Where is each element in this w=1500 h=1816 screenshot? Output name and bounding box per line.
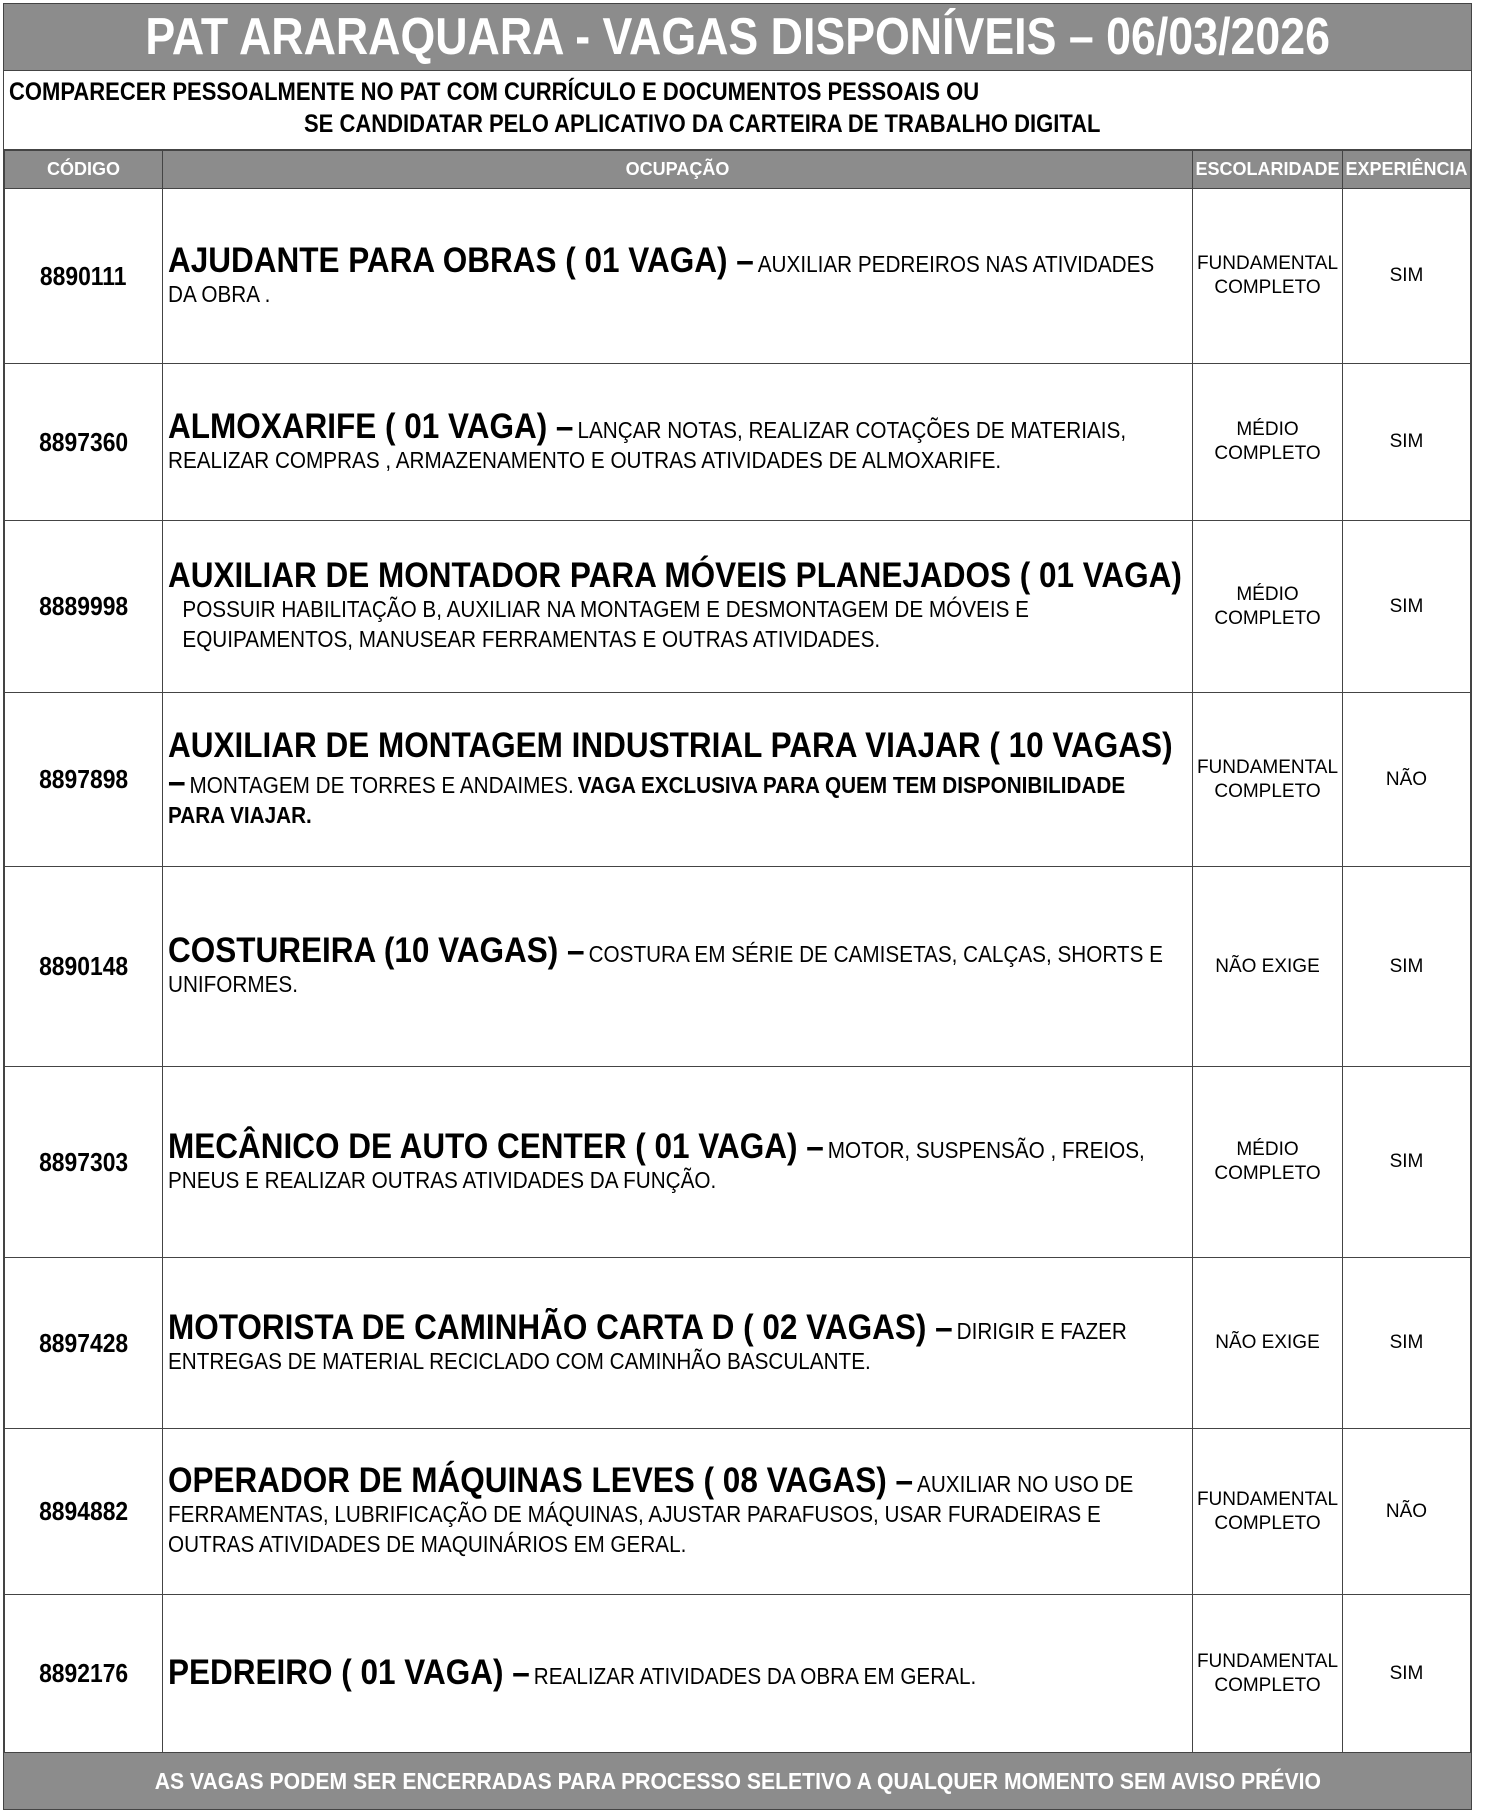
job-education: FUNDAMENTAL COMPLETO (1193, 1595, 1343, 1753)
job-education: NÃO EXIGE (1193, 1258, 1343, 1429)
job-experience: SIM (1343, 1067, 1471, 1258)
job-highlight: VAGA EXCLUSIVA PARA QUEM TEM DISPONIBILIDADE PARA VIAJAR. (168, 772, 1126, 829)
job-description: DIRIGIR E FAZER ENTREGAS DE MATERIAL RECICLADO COM CAMINHÃO BASCULANTE. (168, 1317, 1127, 1374)
title-bar (4, 4, 1471, 71)
job-experience: SIM (1343, 867, 1471, 1067)
column-header-experience: EXPERIÊNCIA (1343, 151, 1471, 189)
job-code: 8897898 (5, 693, 163, 867)
job-experience: SIM (1343, 1258, 1471, 1429)
footer-notice: AS VAGAS PODEM SER ENCERRADAS PARA PROCESSO SELETIVO A QUALQUER MOMENTO SEM AVISO PRÉVIO (154, 1767, 1321, 1794)
table-row (5, 189, 1471, 364)
job-occupation (163, 364, 1193, 521)
job-experience: NÃO (1343, 1429, 1471, 1595)
job-description: POSSUIR HABILITAÇÃO B, AUXILIAR NA MONTAGEM E DESMONTAGEM DE MÓVEIS E EQUIPAMENTOS, MANUSEAR FERRAMENTAS E OUTRAS ATIVIDADES. (182, 595, 1029, 652)
job-code: 8889998 (5, 521, 163, 693)
job-description: REALIZAR ATIVIDADES DA OBRA EM GERAL. (533, 1663, 977, 1690)
job-title: COSTUREIRA (10 VAGAS) – (168, 931, 585, 971)
job-code: 8890111 (5, 189, 163, 364)
job-education: MÉDIO COMPLETO (1193, 1067, 1343, 1258)
job-title: OPERADOR DE MÁQUINAS LEVES ( 08 VAGAS) – (168, 1461, 914, 1501)
job-occupation (163, 189, 1193, 364)
job-title: AUXILIAR DE MONTADOR PARA MÓVEIS PLANEJADOS ( 01 VAGA) (168, 556, 1182, 596)
job-occupation (163, 1429, 1193, 1595)
job-code: 8892176 (5, 1595, 163, 1753)
instruction-line-1: COMPARECER PESSOALMENTE NO PAT COM CURRÍCULO E DOCUMENTOS PESSOAIS OU (9, 78, 980, 106)
table-header-row (5, 151, 1471, 189)
column-header-education: ESCOLARIDADE (1193, 151, 1343, 189)
job-code: 8897428 (5, 1258, 163, 1429)
job-title: AUXILIAR DE MONTAGEM INDUSTRIAL PARA VIAJAR ( 10 VAGAS) – (168, 725, 1173, 802)
table-row (5, 867, 1471, 1067)
job-education: FUNDAMENTAL COMPLETO (1193, 693, 1343, 867)
job-experience: NÃO (1343, 693, 1471, 867)
table-row (5, 1067, 1471, 1258)
job-education: MÉDIO COMPLETO (1193, 364, 1343, 521)
job-title: PEDREIRO ( 01 VAGA) – (168, 1653, 530, 1693)
job-title: ALMOXARIFE ( 01 VAGA) – (168, 406, 574, 446)
job-occupation (163, 693, 1193, 867)
job-occupation (163, 1595, 1193, 1753)
job-title: MECÂNICO DE AUTO CENTER ( 01 VAGA) – (168, 1126, 824, 1166)
job-experience: SIM (1343, 521, 1471, 693)
instructions (4, 71, 1471, 150)
table-row (5, 1258, 1471, 1429)
job-education: FUNDAMENTAL COMPLETO (1193, 1429, 1343, 1595)
job-description: AUXILIAR PEDREIROS NAS ATIVIDADES DA OBRA . (168, 250, 1155, 307)
job-occupation (163, 867, 1193, 1067)
table-row (5, 364, 1471, 521)
table-row (5, 1595, 1471, 1753)
job-title: MOTORISTA DE CAMINHÃO CARTA D ( 02 VAGAS) – (168, 1307, 953, 1347)
job-description: MONTAGEM DE TORRES E ANDAIMES. (189, 772, 574, 799)
job-occupation (163, 1258, 1193, 1429)
vacancies-table (4, 150, 1471, 1753)
job-description: LANÇAR NOTAS, REALIZAR COTAÇÕES DE MATERIAIS, REALIZAR COMPRAS , ARMAZENAMENTO E OUTRAS ATIVIDADES DE ALMOXARIFE. (168, 416, 1127, 473)
table-row (5, 1429, 1471, 1595)
job-education: NÃO EXIGE (1193, 867, 1343, 1067)
footer-bar (4, 1753, 1471, 1809)
column-header-code: CÓDIGO (5, 151, 163, 189)
job-description: COSTURA EM SÉRIE DE CAMISETAS, CALÇAS, SHORTS E UNIFORMES. (168, 941, 1163, 997)
job-experience: SIM (1343, 189, 1471, 364)
job-education: MÉDIO COMPLETO (1193, 521, 1343, 693)
job-description: AUXILIAR NO USO DE FERRAMENTAS, LUBRIFICAÇÃO DE MÁQUINAS, AJUSTAR PARAFUSOS, USAR FURADEIRAS E OUTRAS ATIVIDADES DE MAQUINÁRIOS EM GERAL. (168, 1471, 1134, 1557)
table-row (5, 521, 1471, 693)
job-experience: SIM (1343, 1595, 1471, 1753)
job-board (3, 3, 1472, 1810)
job-occupation (163, 521, 1193, 693)
job-code: 8890148 (5, 867, 163, 1067)
column-header-occupation: OCUPAÇÃO (163, 151, 1193, 189)
job-title: AJUDANTE PARA OBRAS ( 01 VAGA) – (168, 240, 754, 280)
job-code: 8897303 (5, 1067, 163, 1258)
job-education: FUNDAMENTAL COMPLETO (1193, 189, 1343, 364)
job-experience: SIM (1343, 364, 1471, 521)
job-code: 8897360 (5, 364, 163, 521)
job-occupation (163, 1067, 1193, 1258)
job-code: 8894882 (5, 1429, 163, 1595)
page-title: PAT ARARAQUARA - VAGAS DISPONÍVEIS – 06/03/2026 (145, 8, 1330, 66)
instruction-line-2: SE CANDIDATAR PELO APLICATIVO DA CARTEIRA DE TRABALHO DIGITAL (304, 110, 1101, 138)
job-description: MOTOR, SUSPENSÃO , FREIOS, PNEUS E REALIZAR OUTRAS ATIVIDADES DA FUNÇÃO. (168, 1136, 1145, 1193)
table-row (5, 693, 1471, 867)
